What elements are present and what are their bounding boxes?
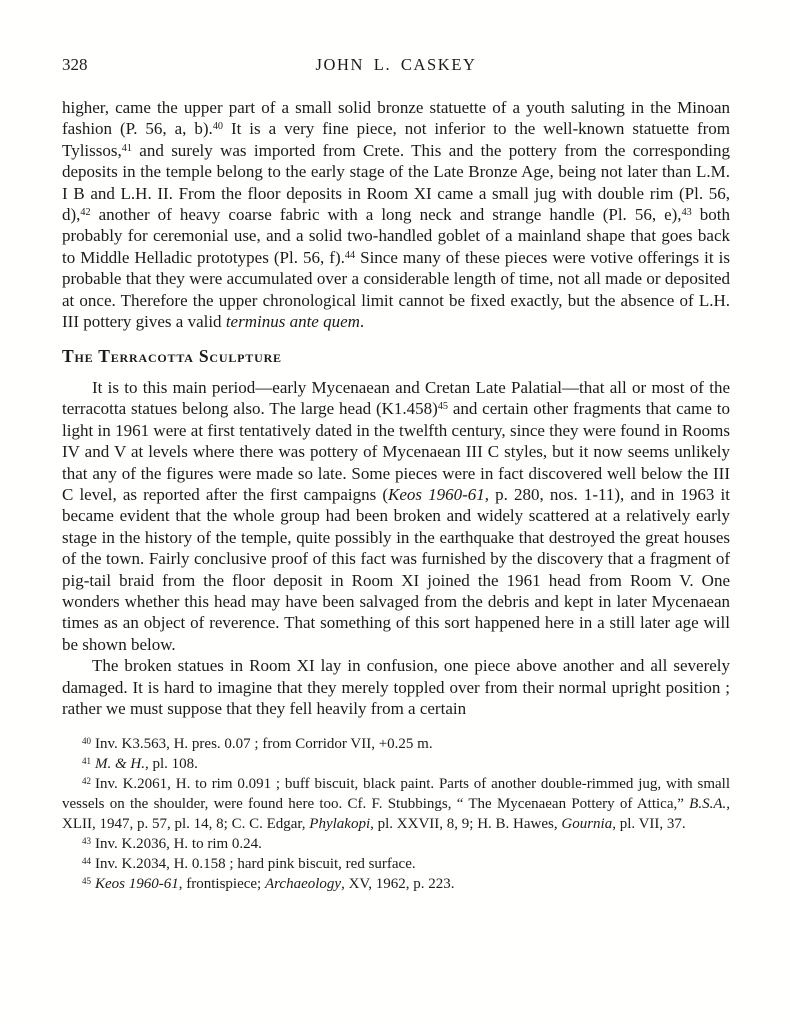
footnote-44-text: Inv. K.2034, H. 0.158 ; hard pink biscuit, red surface. <box>95 856 416 873</box>
footnote-43-marker: 43 <box>82 835 91 846</box>
footnote-41-text: M. & H., pl. 108. <box>95 756 198 773</box>
footnote-40-text: Inv. K3.563, H. pres. 0.07 ; from Corridor VII, +0.25 m. <box>95 736 433 753</box>
footnote-45 <box>62 874 730 894</box>
page-content <box>62 55 730 894</box>
paragraph-continuation: higher, came the upper part of a small solid bronze statuette of a youth saluting in the Minoan fashion (P. 56, a, b).$^{40}$ It is a very fine piece, not inferior to the well-known statuette from Tylissos,$^{41}$ and surely was imported from Crete. This and the pottery from the corresponding deposits in the temple belong to the early stage of the Late Bronze Age, being not later than L.M. I B and L.H. II. From the floor deposits in Room XI came a small jug with double rim (Pl. 56, d),$^{42}$ another of heavy coarse fabric with a long neck and strange handle (Pl. 56, e),$^{43}$ both probably for ceremonial use, and a solid two-handled goblet of a mainland shape that goes back to Middle Helladic prototypes (Pl. 56, f).$^{44}$ Since many of these pieces were votive offerings it is probable that they were accumulated over a considerable length of time, not all made or deposited at once. Therefore the upper chronological limit cannot be fixed exactly, but the absence of L.H. III pottery gives a valid terminus ante quem. <box>62 98 731 332</box>
footnote-42-text: Inv. K.2061, H. to rim 0.091 ; buff biscuit, black paint. Parts of another double-rimmed jug, with small vessels on the shoulder, were found here too. Cf. F. Stubbings, “ The Mycenaean Pottery of Attica,” B.S.A., XLII, 1947, p. 57, pl. 14, 8; C. C. Edgar, Phylakopi, pl. XXVII, 8, 9; H. B. Hawes, Gournia, pl. VII, 37. <box>62 776 730 833</box>
article-body <box>62 97 730 719</box>
footnote-41-marker: 41 <box>82 755 91 766</box>
section-heading: The Terracotta Sculpture <box>62 346 282 367</box>
footnote-41 <box>62 754 730 774</box>
footnote-44 <box>62 854 730 874</box>
running-header <box>62 55 730 77</box>
page-number: 328 <box>62 55 88 74</box>
footnote-45-text: Keos 1960-61, frontispiece; Archaeology, XV, 1962, p. 223. <box>95 876 455 893</box>
footnote-40 <box>62 734 730 754</box>
paragraph-broken-statues: The broken statues in Room XI lay in confusion, one piece above another and all severely damaged. It is hard to imagine that they merely toppled over from their normal upright position ; rather we must suppose that they fell heavily from a certain <box>62 656 730 718</box>
footnote-42 <box>62 774 730 834</box>
footnote-42-marker: 42 <box>82 775 91 786</box>
footnote-43-text: Inv. K.2036, H. to rim 0.24. <box>95 836 262 853</box>
footnote-43 <box>62 834 730 854</box>
footnotes-section <box>62 734 730 894</box>
footnote-40-marker: 40 <box>82 735 91 746</box>
running-head-author: JOHN L. CASKEY <box>315 55 477 74</box>
paragraph-terracotta-period: It is to this main period—early Mycenaean and Cretan Late Palatial—that all or most of the terracotta statues belong also. The large head $(K1.458)^{45}$ and certain other fragments that came to light in 1961 were at first tentatively dated in the twelfth century, since they were found in Rooms IV and V at levels where there was pottery of Mycenaean III C styles, but it now seems unlikely that any of the figures were made so late. Some pieces were in fact discovered well below the III C level, as reported after the first campaigns (Keos 1960-61, p. 280, nos. 1-11), and in 1963 it became evident that the whole group had been broken and widely scattered at a relatively early stage in the history of the temple, quite possibly in the earthquake that destroyed the great houses of the town. Fairly conclusive proof of this fact was furnished by the discovery that a fragment of pig-tail braid from the floor deposit in Room XI joined the 1961 head from Room V. One wonders whether this head may have been salvaged from the debris and kept in later Mycenaean times as an object of reverence. That something of this sort happened here in a still later age will be shown below. <box>62 377 730 654</box>
footnote-45-marker: 45 <box>82 875 91 886</box>
footnote-44-marker: 44 <box>82 855 91 866</box>
